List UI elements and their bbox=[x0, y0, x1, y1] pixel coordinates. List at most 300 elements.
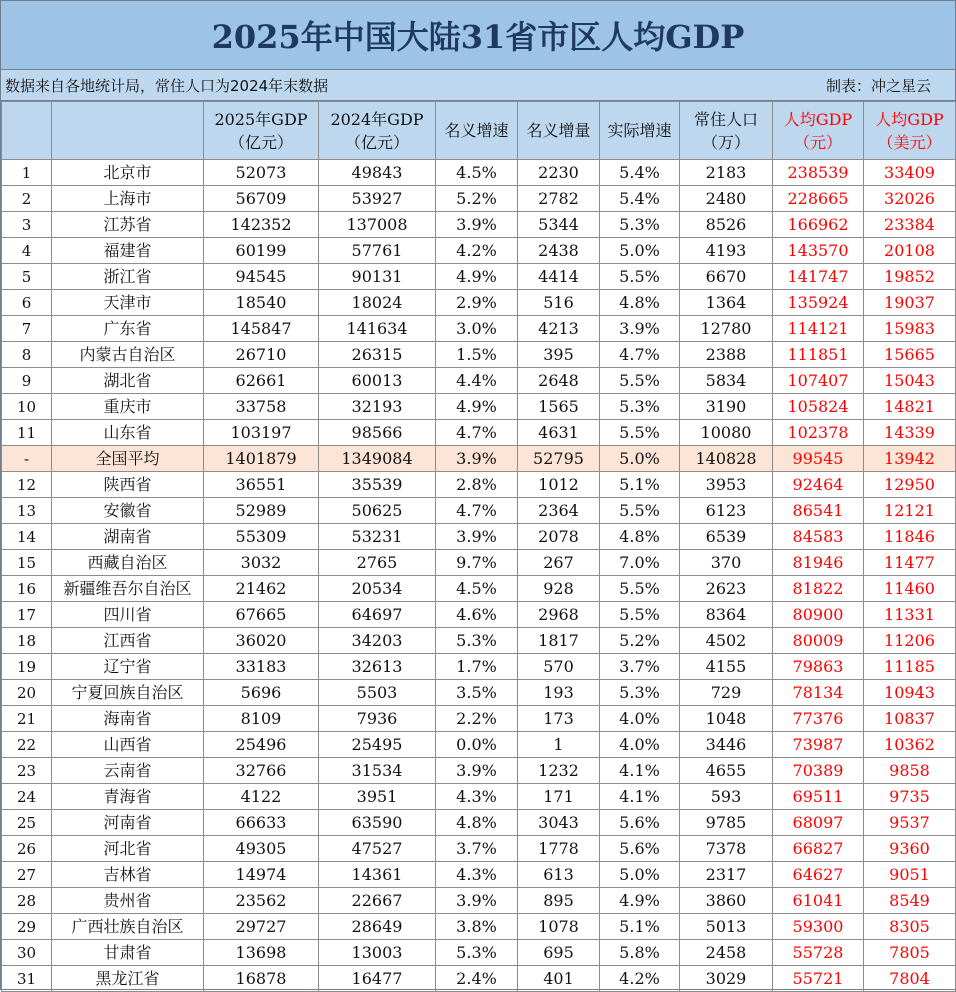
table-cell: 1349084 bbox=[319, 446, 436, 472]
table-cell: 62661 bbox=[204, 368, 319, 394]
table-cell: 4.2% bbox=[436, 238, 518, 264]
table-cell: 5.1% bbox=[600, 914, 680, 940]
table-cell: 401 bbox=[518, 966, 600, 992]
table-cell: 4213 bbox=[518, 316, 600, 342]
table-cell: 5344 bbox=[518, 212, 600, 238]
table-cell: 8364 bbox=[680, 602, 773, 628]
table-cell: 34203 bbox=[319, 628, 436, 654]
source-note: 数据来自各地统计局，常住人口为2024年末数据 bbox=[5, 76, 329, 95]
table-cell: 3029 bbox=[680, 966, 773, 992]
table-row bbox=[2, 524, 956, 550]
table-cell: 湖南省 bbox=[52, 524, 204, 550]
table-cell: 66827 bbox=[773, 836, 864, 862]
table-cell: 陕西省 bbox=[52, 472, 204, 498]
table-cell: 98566 bbox=[319, 420, 436, 446]
table-row bbox=[2, 342, 956, 368]
table-cell: 7.0% bbox=[600, 550, 680, 576]
table-row bbox=[2, 888, 956, 914]
table-cell: 5.0% bbox=[600, 446, 680, 472]
table-cell: 30 bbox=[2, 940, 52, 966]
table-cell: 3860 bbox=[680, 888, 773, 914]
table-cell: 47527 bbox=[319, 836, 436, 862]
table-cell: 10943 bbox=[864, 680, 956, 706]
table-cell: 10 bbox=[2, 394, 52, 420]
table-cell: 4631 bbox=[518, 420, 600, 446]
table-cell: 3.9% bbox=[436, 888, 518, 914]
table-cell: 云南省 bbox=[52, 758, 204, 784]
table-cell: 4414 bbox=[518, 264, 600, 290]
table-cell: 14974 bbox=[204, 862, 319, 888]
table-cell: 4193 bbox=[680, 238, 773, 264]
table-cell: 新疆维吾尔自治区 bbox=[52, 576, 204, 602]
table-cell: 67665 bbox=[204, 602, 319, 628]
table-cell: 5.0% bbox=[600, 862, 680, 888]
table-row bbox=[2, 940, 956, 966]
table-cell: 6539 bbox=[680, 524, 773, 550]
table-cell: 895 bbox=[518, 888, 600, 914]
table-cell: 12121 bbox=[864, 498, 956, 524]
table-cell: 12780 bbox=[680, 316, 773, 342]
table-cell: 173 bbox=[518, 706, 600, 732]
table-cell: 3.7% bbox=[600, 654, 680, 680]
table-cell: 18540 bbox=[204, 290, 319, 316]
table-cell: 20108 bbox=[864, 238, 956, 264]
table-cell: 84583 bbox=[773, 524, 864, 550]
table-cell: 4.7% bbox=[436, 498, 518, 524]
table-cell: 2648 bbox=[518, 368, 600, 394]
table-row bbox=[2, 862, 956, 888]
table-cell: 9360 bbox=[864, 836, 956, 862]
table-cell: 3032 bbox=[204, 550, 319, 576]
table-cell: 5.3% bbox=[436, 940, 518, 966]
table-cell: 北京市 bbox=[52, 160, 204, 186]
table-cell: 31534 bbox=[319, 758, 436, 784]
table-cell: 238539 bbox=[773, 160, 864, 186]
table-cell: 267 bbox=[518, 550, 600, 576]
table-cell: 36551 bbox=[204, 472, 319, 498]
table-cell: 18 bbox=[2, 628, 52, 654]
table-cell: 辽宁省 bbox=[52, 654, 204, 680]
table-cell: 70389 bbox=[773, 758, 864, 784]
table-cell: 26710 bbox=[204, 342, 319, 368]
table-cell: 5696 bbox=[204, 680, 319, 706]
table-cell: 59300 bbox=[773, 914, 864, 940]
table-cell: 21 bbox=[2, 706, 52, 732]
table-cell: 370 bbox=[680, 550, 773, 576]
table-cell: 3.9% bbox=[436, 212, 518, 238]
table-cell: 7378 bbox=[680, 836, 773, 862]
table-cell: 2623 bbox=[680, 576, 773, 602]
table-row bbox=[2, 212, 956, 238]
table-cell: 4.5% bbox=[436, 576, 518, 602]
table-cell: 31 bbox=[2, 966, 52, 992]
table-cell: 28 bbox=[2, 888, 52, 914]
table-cell: 3.9% bbox=[436, 524, 518, 550]
table-cell: 广东省 bbox=[52, 316, 204, 342]
table-cell: 102378 bbox=[773, 420, 864, 446]
table-cell: 35539 bbox=[319, 472, 436, 498]
table-cell: 5.5% bbox=[600, 498, 680, 524]
table-cell: 166962 bbox=[773, 212, 864, 238]
table-cell: 81946 bbox=[773, 550, 864, 576]
table-cell: 青海省 bbox=[52, 784, 204, 810]
gdp-table bbox=[1, 101, 956, 992]
table-cell: 江西省 bbox=[52, 628, 204, 654]
table-cell: 13942 bbox=[864, 446, 956, 472]
table-cell: 9735 bbox=[864, 784, 956, 810]
table-cell: 79863 bbox=[773, 654, 864, 680]
table-row bbox=[2, 914, 956, 940]
table-cell: 4155 bbox=[680, 654, 773, 680]
table-row bbox=[2, 576, 956, 602]
table-cell: 2388 bbox=[680, 342, 773, 368]
table-cell: 63590 bbox=[319, 810, 436, 836]
table-cell: 21462 bbox=[204, 576, 319, 602]
table-cell: 5.1% bbox=[600, 472, 680, 498]
table-cell: 1048 bbox=[680, 706, 773, 732]
column-header bbox=[436, 102, 518, 160]
table-cell: 66633 bbox=[204, 810, 319, 836]
table-cell: 1012 bbox=[518, 472, 600, 498]
table-cell: 143570 bbox=[773, 238, 864, 264]
table-cell: 7804 bbox=[864, 966, 956, 992]
table-row bbox=[2, 836, 956, 862]
table-cell: 24 bbox=[2, 784, 52, 810]
table-cell: 64697 bbox=[319, 602, 436, 628]
table-cell: 29 bbox=[2, 914, 52, 940]
table-cell: 26315 bbox=[319, 342, 436, 368]
table-cell: 4.8% bbox=[436, 810, 518, 836]
table-cell: 73987 bbox=[773, 732, 864, 758]
table-cell: 贵州省 bbox=[52, 888, 204, 914]
table-cell: 60199 bbox=[204, 238, 319, 264]
table-row bbox=[2, 264, 956, 290]
table-cell: 2317 bbox=[680, 862, 773, 888]
table-cell: 福建省 bbox=[52, 238, 204, 264]
table-cell: 2183 bbox=[680, 160, 773, 186]
table-cell: 142352 bbox=[204, 212, 319, 238]
table-cell: 4.7% bbox=[600, 342, 680, 368]
table-cell: 5.5% bbox=[600, 368, 680, 394]
table-cell: 湖北省 bbox=[52, 368, 204, 394]
table-cell: 河北省 bbox=[52, 836, 204, 862]
table-cell: 5.6% bbox=[600, 810, 680, 836]
column-header-line2: （亿元） bbox=[228, 132, 293, 152]
column-header-line1: 2025年GDP bbox=[214, 109, 308, 129]
table-cell: 10837 bbox=[864, 706, 956, 732]
table-cell: 14821 bbox=[864, 394, 956, 420]
table-cell: 8526 bbox=[680, 212, 773, 238]
table-cell: 19852 bbox=[864, 264, 956, 290]
table-row bbox=[2, 602, 956, 628]
table-cell: 2230 bbox=[518, 160, 600, 186]
table-cell: 安徽省 bbox=[52, 498, 204, 524]
table-cell: 1.5% bbox=[436, 342, 518, 368]
table-cell: 11477 bbox=[864, 550, 956, 576]
column-header bbox=[319, 102, 436, 160]
table-cell: 宁夏回族自治区 bbox=[52, 680, 204, 706]
table-cell: 90131 bbox=[319, 264, 436, 290]
column-header bbox=[600, 102, 680, 160]
table-cell: 25495 bbox=[319, 732, 436, 758]
table-cell: 4.9% bbox=[436, 394, 518, 420]
table-row bbox=[2, 498, 956, 524]
table-cell: 68097 bbox=[773, 810, 864, 836]
table-cell: 593 bbox=[680, 784, 773, 810]
table-cell: 1.7% bbox=[436, 654, 518, 680]
table-cell: 516 bbox=[518, 290, 600, 316]
column-header-line2: （万） bbox=[701, 132, 750, 152]
column-header-line1: 名义增量 bbox=[526, 121, 591, 140]
table-cell: 141747 bbox=[773, 264, 864, 290]
table-cell: 8 bbox=[2, 342, 52, 368]
table-cell: 1078 bbox=[518, 914, 600, 940]
table-cell: 8109 bbox=[204, 706, 319, 732]
table-row bbox=[2, 290, 956, 316]
table-cell: 1565 bbox=[518, 394, 600, 420]
table-cell: 23384 bbox=[864, 212, 956, 238]
table-cell: 4.8% bbox=[600, 290, 680, 316]
table-cell: 77376 bbox=[773, 706, 864, 732]
table-cell: 14 bbox=[2, 524, 52, 550]
table-cell: 80900 bbox=[773, 602, 864, 628]
column-header-line1: 名义增速 bbox=[444, 121, 509, 140]
table-cell: 53927 bbox=[319, 186, 436, 212]
table-cell: 26 bbox=[2, 836, 52, 862]
table-cell: 江苏省 bbox=[52, 212, 204, 238]
table-cell: 重庆市 bbox=[52, 394, 204, 420]
table-cell: 7 bbox=[2, 316, 52, 342]
table-cell: 52795 bbox=[518, 446, 600, 472]
table-cell: 55721 bbox=[773, 966, 864, 992]
table-cell: 广西壮族自治区 bbox=[52, 914, 204, 940]
table-cell: 6123 bbox=[680, 498, 773, 524]
table-cell: 2782 bbox=[518, 186, 600, 212]
column-header bbox=[52, 102, 204, 160]
table-cell: 9.7% bbox=[436, 550, 518, 576]
table-cell: 29727 bbox=[204, 914, 319, 940]
table-cell: 5.3% bbox=[436, 628, 518, 654]
table-cell: 16878 bbox=[204, 966, 319, 992]
table-cell: 4.2% bbox=[600, 966, 680, 992]
column-header bbox=[204, 102, 319, 160]
table-cell: 81822 bbox=[773, 576, 864, 602]
header-row bbox=[2, 102, 956, 160]
table-cell: 5.3% bbox=[600, 212, 680, 238]
table-cell: 53231 bbox=[319, 524, 436, 550]
table-cell: 天津市 bbox=[52, 290, 204, 316]
table-cell: 上海市 bbox=[52, 186, 204, 212]
table-cell: 20534 bbox=[319, 576, 436, 602]
table-cell: 2078 bbox=[518, 524, 600, 550]
table-cell: 8549 bbox=[864, 888, 956, 914]
table-cell: 4.0% bbox=[600, 706, 680, 732]
table-row bbox=[2, 238, 956, 264]
table-row bbox=[2, 472, 956, 498]
table-cell: 4 bbox=[2, 238, 52, 264]
table-cell: 3446 bbox=[680, 732, 773, 758]
table-cell: 4.5% bbox=[436, 160, 518, 186]
table-cell: 2438 bbox=[518, 238, 600, 264]
table-cell: 32613 bbox=[319, 654, 436, 680]
table-cell: 3190 bbox=[680, 394, 773, 420]
table-cell: 5.2% bbox=[436, 186, 518, 212]
table-cell: 57761 bbox=[319, 238, 436, 264]
table-row bbox=[2, 966, 956, 992]
table-cell: 16477 bbox=[319, 966, 436, 992]
table-cell: 4122 bbox=[204, 784, 319, 810]
table-cell: 1401879 bbox=[204, 446, 319, 472]
table-cell: 140828 bbox=[680, 446, 773, 472]
table-cell: 16 bbox=[2, 576, 52, 602]
table-cell: 5 bbox=[2, 264, 52, 290]
table-cell: 5.5% bbox=[600, 602, 680, 628]
table-cell: 3.9% bbox=[436, 446, 518, 472]
subtitle-bar bbox=[1, 70, 955, 101]
table-row bbox=[2, 680, 956, 706]
column-header-line2: （美元） bbox=[877, 132, 942, 152]
table-cell: 5.4% bbox=[600, 160, 680, 186]
table-cell: 7805 bbox=[864, 940, 956, 966]
table-cell: 78134 bbox=[773, 680, 864, 706]
table-cell: 50625 bbox=[319, 498, 436, 524]
table-cell: 4.1% bbox=[600, 758, 680, 784]
column-header-line1: 实际增速 bbox=[607, 121, 672, 140]
table-cell: 22667 bbox=[319, 888, 436, 914]
table-cell: 3.5% bbox=[436, 680, 518, 706]
table-cell: 9858 bbox=[864, 758, 956, 784]
table-row bbox=[2, 758, 956, 784]
table-cell: 4.8% bbox=[600, 524, 680, 550]
table-cell: 23 bbox=[2, 758, 52, 784]
table-row bbox=[2, 420, 956, 446]
table-cell: 5.4% bbox=[600, 186, 680, 212]
table-cell: 8305 bbox=[864, 914, 956, 940]
table-cell: 570 bbox=[518, 654, 600, 680]
table-cell: 2480 bbox=[680, 186, 773, 212]
table-cell: 80009 bbox=[773, 628, 864, 654]
table-cell: 浙江省 bbox=[52, 264, 204, 290]
table-cell: 1364 bbox=[680, 290, 773, 316]
table-cell: 11 bbox=[2, 420, 52, 446]
table-cell: 全国平均 bbox=[52, 446, 204, 472]
table-cell: 3.7% bbox=[436, 836, 518, 862]
table-cell: 49843 bbox=[319, 160, 436, 186]
table-cell: 25496 bbox=[204, 732, 319, 758]
table-cell: 4.9% bbox=[436, 264, 518, 290]
table-cell: 23562 bbox=[204, 888, 319, 914]
table-row bbox=[2, 628, 956, 654]
table-cell: 3951 bbox=[319, 784, 436, 810]
table-cell: 32026 bbox=[864, 186, 956, 212]
table-cell: 4655 bbox=[680, 758, 773, 784]
table-cell: 4.3% bbox=[436, 862, 518, 888]
column-header-line2: （元） bbox=[793, 132, 842, 152]
table-cell: 613 bbox=[518, 862, 600, 888]
table-cell: 1778 bbox=[518, 836, 600, 862]
table-cell: 4502 bbox=[680, 628, 773, 654]
table-cell: 395 bbox=[518, 342, 600, 368]
table-cell: 甘肃省 bbox=[52, 940, 204, 966]
table-cell: 13003 bbox=[319, 940, 436, 966]
table-row bbox=[2, 732, 956, 758]
table-row bbox=[2, 368, 956, 394]
table-cell: 13 bbox=[2, 498, 52, 524]
table-cell: 9537 bbox=[864, 810, 956, 836]
table-cell: 12 bbox=[2, 472, 52, 498]
author-note: 制表：冲之星云 bbox=[825, 76, 931, 95]
table-cell: 10362 bbox=[864, 732, 956, 758]
table-cell: 9051 bbox=[864, 862, 956, 888]
table-row bbox=[2, 810, 956, 836]
table-cell: 11206 bbox=[864, 628, 956, 654]
column-header-line1: 2024年GDP bbox=[330, 109, 424, 129]
table-cell: 2968 bbox=[518, 602, 600, 628]
table-cell: 3 bbox=[2, 212, 52, 238]
column-header bbox=[680, 102, 773, 160]
table-cell: 5.5% bbox=[600, 420, 680, 446]
table-cell: 64627 bbox=[773, 862, 864, 888]
column-header-line1: 常住人口 bbox=[693, 109, 758, 129]
table-cell: 33758 bbox=[204, 394, 319, 420]
table-cell: 55309 bbox=[204, 524, 319, 550]
table-cell: 海南省 bbox=[52, 706, 204, 732]
table-cell: - bbox=[2, 446, 52, 472]
table-cell: 5503 bbox=[319, 680, 436, 706]
table-cell: 11185 bbox=[864, 654, 956, 680]
column-header bbox=[773, 102, 864, 160]
table-cell: 137008 bbox=[319, 212, 436, 238]
table-cell: 5.3% bbox=[600, 394, 680, 420]
table-cell: 6 bbox=[2, 290, 52, 316]
table-cell: 141634 bbox=[319, 316, 436, 342]
table-cell: 105824 bbox=[773, 394, 864, 420]
table-cell: 西藏自治区 bbox=[52, 550, 204, 576]
table-cell: 60013 bbox=[319, 368, 436, 394]
table-cell: 19037 bbox=[864, 290, 956, 316]
table-cell: 1 bbox=[2, 160, 52, 186]
table-cell: 86541 bbox=[773, 498, 864, 524]
table-cell: 2765 bbox=[319, 550, 436, 576]
table-cell: 四川省 bbox=[52, 602, 204, 628]
table-cell: 9785 bbox=[680, 810, 773, 836]
table-cell: 5834 bbox=[680, 368, 773, 394]
table-cell: 5.5% bbox=[600, 264, 680, 290]
table-row bbox=[2, 550, 956, 576]
table-cell: 99545 bbox=[773, 446, 864, 472]
table-cell: 2 bbox=[2, 186, 52, 212]
table-cell: 山东省 bbox=[52, 420, 204, 446]
table-cell: 4.6% bbox=[436, 602, 518, 628]
table-cell: 14339 bbox=[864, 420, 956, 446]
table-cell: 92464 bbox=[773, 472, 864, 498]
table-cell: 11331 bbox=[864, 602, 956, 628]
table-cell: 5.5% bbox=[600, 576, 680, 602]
table-row bbox=[2, 394, 956, 420]
column-header bbox=[518, 102, 600, 160]
table-cell: 25 bbox=[2, 810, 52, 836]
table-cell: 5.8% bbox=[600, 940, 680, 966]
table-cell: 3.0% bbox=[436, 316, 518, 342]
table-cell: 4.7% bbox=[436, 420, 518, 446]
table-cell: 2364 bbox=[518, 498, 600, 524]
table-cell: 5.0% bbox=[600, 238, 680, 264]
table-cell: 15043 bbox=[864, 368, 956, 394]
table-cell: 36020 bbox=[204, 628, 319, 654]
table-cell: 61041 bbox=[773, 888, 864, 914]
table-row bbox=[2, 186, 956, 212]
table-cell: 52073 bbox=[204, 160, 319, 186]
